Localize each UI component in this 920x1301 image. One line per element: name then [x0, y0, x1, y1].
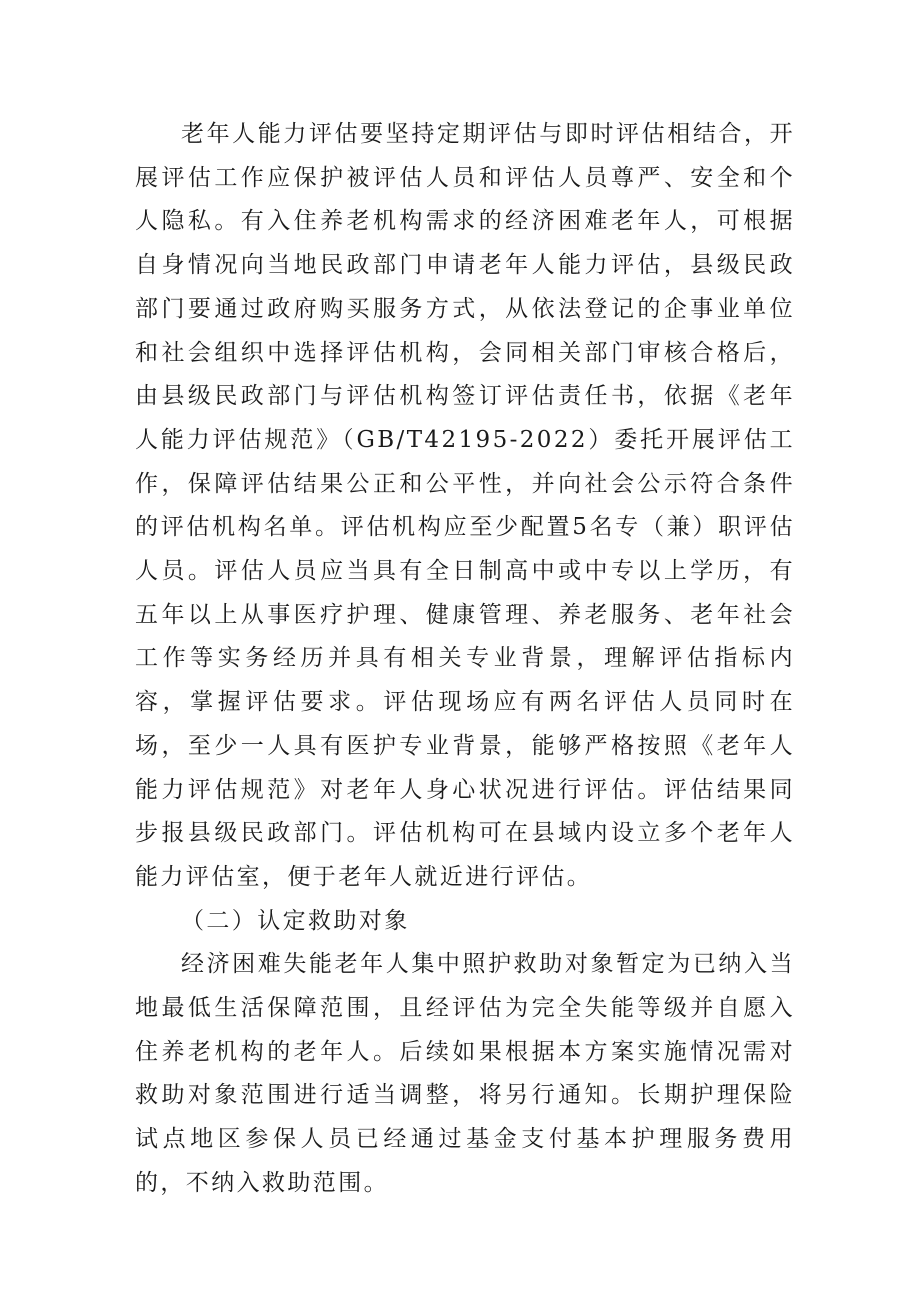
- document-body: [135, 113, 795, 1206]
- paragraph-assessment: 老年人能力评估要坚持定期评估与即时评估相结合，开展评估工作应保护被评估人员和评估人员尊严、安全和个人隐私。有入住养老机构需求的经济困难老年人，可根据自身情况向当地民政部门申请老年人能力评估，县级民政部门要通过政府购买服务方式，从依法登记的企事业单位和社会组织中选择评估机构，会同相关部门审核合格后，由县级民政部门与评估机构签订评估责任书，依据《老年人能力评估规范》（GB/T42195-2022）委托开展评估工作，保障评估结果公正和公平性，并向社会公示符合条件的评估机构名单。评估机构应至少配置5名专（兼）职评估人员。评估人员应当具有全日制高中或中专以上学历，有五年以上从事医疗护理、健康管理、养老服务、老年社会工作等实务经历并具有相关专业背景，理解评估指标内容，掌握评估要求。评估现场应有两名评估人员同时在场，至少一人具有医护专业背景，能够严格按照《老年人能力评估规范》对老年人身心状况进行评估。评估结果同步报县级民政部门。评估机构可在县域内设立多个老年人能力评估室，便于老年人就近进行评估。: [135, 121, 795, 890]
- paragraph-eligibility: 经济困难失能老年人集中照护救助对象暂定为已纳入当地最低生活保障范围，且经评估为完全失能等级并自愿入住养老机构的老年人。后续如果根据本方案实施情况需对救助对象范围进行适当调整，将另行通知。长期护理保险试点地区参保人员已经通过基金支付基本护理服务费用的，不纳入救助范围。: [135, 951, 795, 1196]
- section-heading: （二）认定救助对象: [181, 907, 410, 934]
